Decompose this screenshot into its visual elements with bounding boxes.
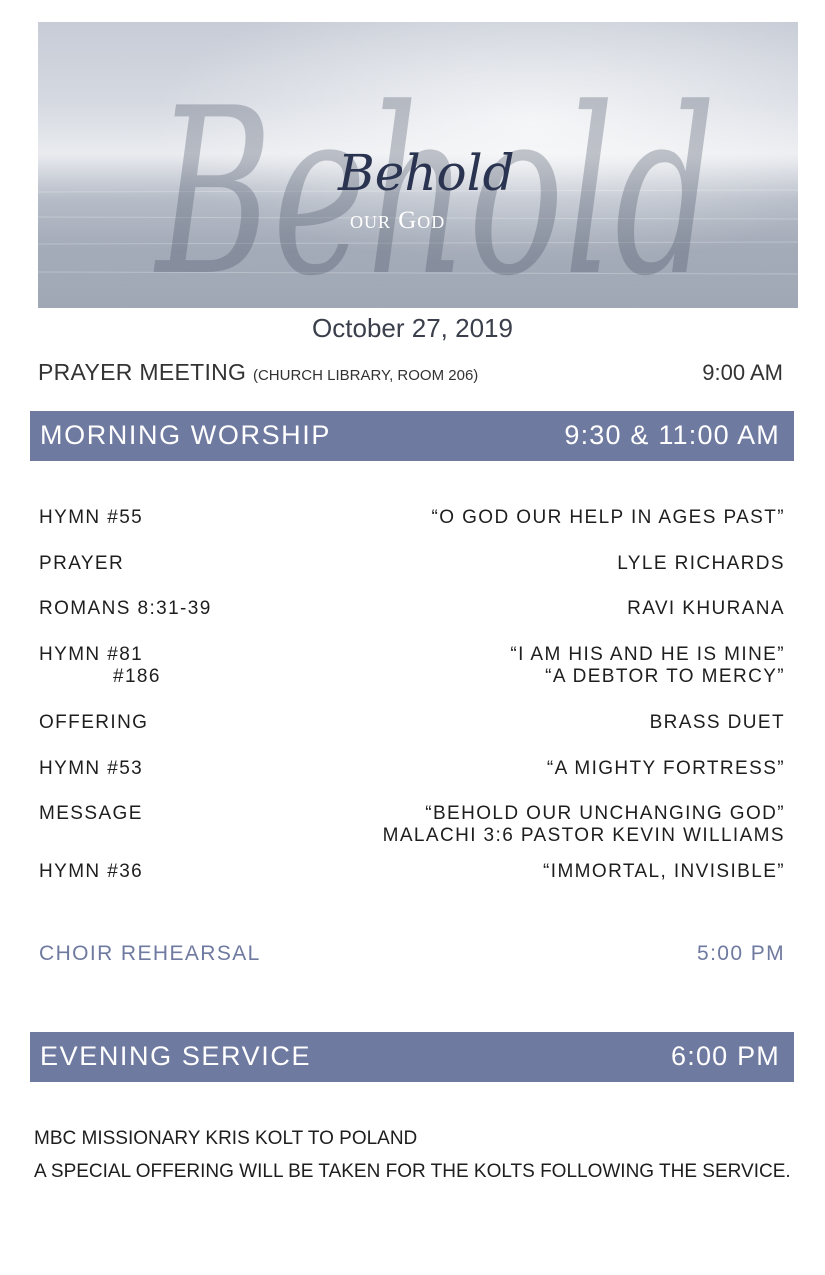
choir-rehearsal-time: 5:00 PM	[696, 942, 785, 965]
banner-subtitle: our God	[350, 207, 446, 234]
item-sub-value: MALACHI 3:6 PASTOR KEVIN WILLIAMS	[382, 825, 785, 846]
prayer-meeting-row	[38, 359, 783, 391]
evening-service-banner	[30, 1032, 794, 1082]
item-value: “IMMORTAL, INVISIBLE”	[543, 861, 785, 882]
item-value: “I AM HIS AND HE IS MINE”	[510, 644, 785, 665]
announcement-missionary: MBC MISSIONARY KRIS KOLT TO POLAND	[34, 1128, 418, 1149]
item-label: OFFERING	[39, 712, 149, 733]
item-value: BRASS DUET	[649, 712, 785, 733]
item-value: LYLE RICHARDS	[617, 553, 785, 574]
item-value: “A MIGHTY FORTRESS”	[546, 758, 785, 779]
item-label: HYMN #53	[39, 758, 144, 779]
item-value: RAVI KHURANA	[627, 598, 785, 619]
item-label: MESSAGE	[39, 803, 143, 824]
item-label: HYMN #55	[39, 507, 144, 528]
morning-worship-time: 9:30 & 11:00 AM	[564, 420, 780, 450]
item-label: HYMN #81	[39, 644, 144, 665]
item-label: ROMANS 8:31-39	[39, 598, 212, 619]
prayer-meeting-location: (CHURCH LIBRARY, ROOM 206)	[252, 367, 479, 384]
item-label: HYMN #36	[39, 861, 144, 882]
item-sub-label: #186	[113, 666, 161, 687]
item-label: PRAYER	[39, 553, 125, 574]
item-value: “BEHOLD OUR UNCHANGING GOD”	[425, 803, 785, 824]
bulletin-date: October 27, 2019	[312, 313, 513, 343]
banner-image	[38, 22, 798, 308]
banner-large-script: Behold	[153, 60, 717, 308]
announcement-special-offering: A SPECIAL OFFERING WILL BE TAKEN FOR THE KOLTS FOLLOWING THE SERVICE.	[34, 1161, 791, 1182]
item-sub-value: “A DEBTOR TO MERCY”	[545, 666, 785, 687]
banner-small-script: Behold	[338, 144, 515, 202]
choir-rehearsal-title: CHOIR REHEARSAL	[39, 942, 261, 965]
evening-service-title: EVENING SERVICE	[40, 1041, 312, 1071]
prayer-meeting-time: 9:00 AM	[702, 360, 783, 385]
banner-artwork	[38, 22, 798, 308]
evening-service-time: 6:00 PM	[671, 1041, 780, 1071]
morning-worship-banner	[30, 411, 794, 461]
prayer-meeting-heading	[38, 359, 478, 386]
item-value: “O GOD OUR HELP IN AGES PAST”	[431, 507, 785, 528]
prayer-meeting-title: PRAYER MEETING	[38, 359, 247, 385]
morning-worship-title: MORNING WORSHIP	[40, 420, 331, 450]
